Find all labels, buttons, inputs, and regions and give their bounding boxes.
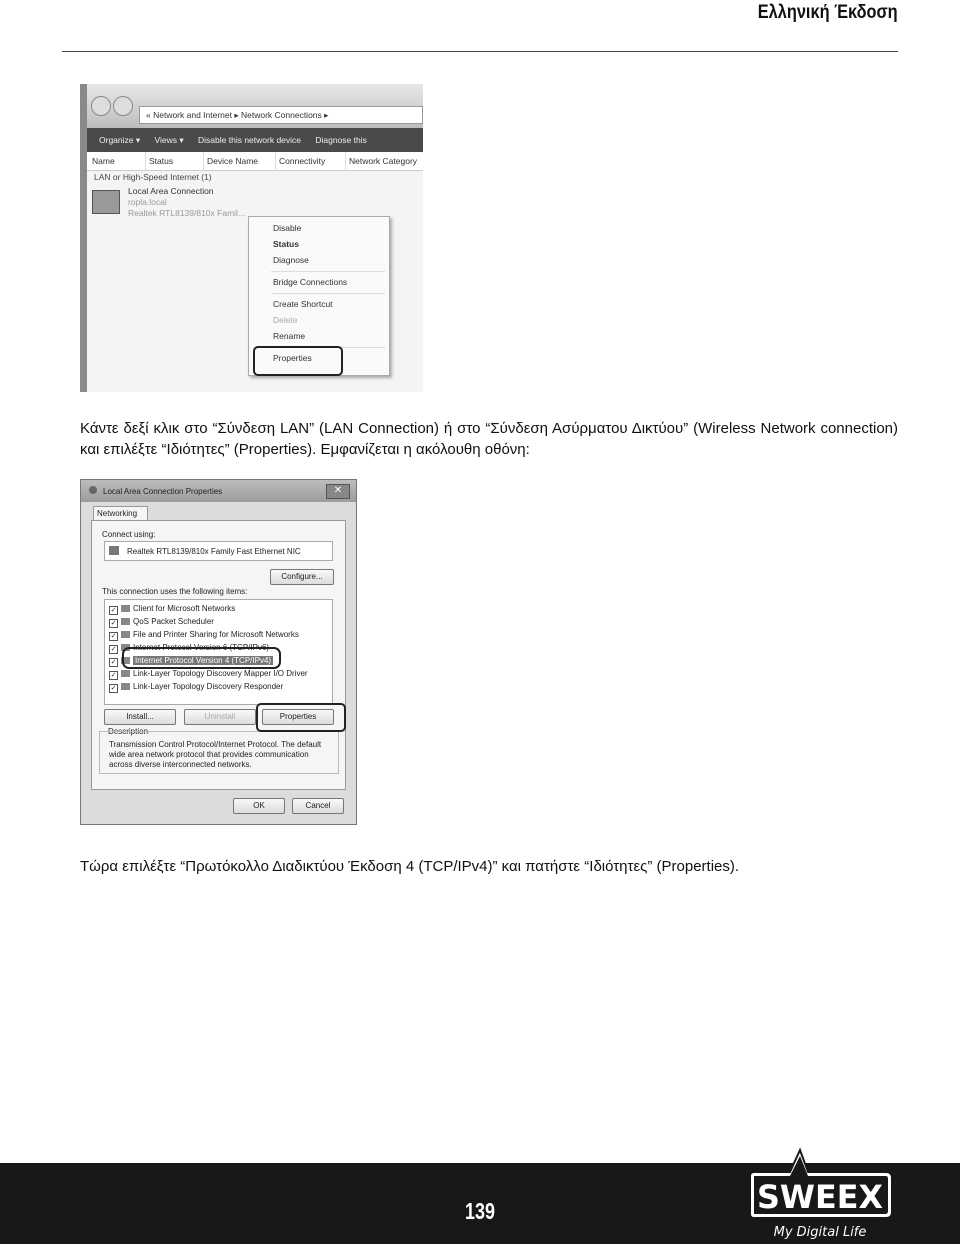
- sharing-icon: [121, 631, 130, 638]
- column-status[interactable]: Status: [145, 152, 173, 170]
- dialog-title: Local Area Connection Properties: [103, 487, 223, 496]
- column-headers: [87, 152, 423, 171]
- menu-properties[interactable]: Properties: [273, 353, 312, 363]
- checkbox[interactable]: ✓: [110, 646, 117, 653]
- address-bar[interactable]: « Network and Internet ▸ Network Connections ▸: [139, 106, 423, 124]
- instruction-paragraph-1: Κάντε δεξί κλικ στο “Σύνδεση LAN” (LAN Connection) ή στο “Σύνδεση Ασύρματου Δικτύου” (Wireless Network connection) και επιλέξτε “Ιδιότητες” (Properties). Εμφανίζεται η ακόλουθη οθόνη:: [80, 420, 898, 458]
- menu-create-shortcut[interactable]: Create Shortcut: [273, 299, 333, 309]
- explorer-toolbar: [87, 128, 423, 152]
- ok-button[interactable]: OK: [233, 798, 285, 814]
- cancel-button[interactable]: Cancel: [292, 798, 344, 814]
- properties-highlight: [256, 703, 346, 732]
- description-label: Description: [108, 727, 149, 736]
- nic-icon: [109, 546, 119, 555]
- menu-separator: [271, 271, 385, 272]
- connection-details: [128, 186, 245, 219]
- items-label: This connection uses the following items:: [102, 587, 248, 596]
- forward-icon[interactable]: [113, 96, 133, 116]
- tab-networking[interactable]: Networking: [93, 506, 148, 521]
- properties-button[interactable]: Properties: [262, 709, 334, 725]
- checkbox[interactable]: ✓: [110, 659, 117, 666]
- disable-device-button[interactable]: Disable this network device: [198, 135, 302, 145]
- menu-delete: Delete: [273, 315, 298, 325]
- uninstall-button: Uninstall: [184, 709, 256, 725]
- menu-separator: [271, 293, 385, 294]
- column-name[interactable]: Name: [92, 156, 115, 166]
- organize-button[interactable]: Organize ▾: [99, 135, 141, 145]
- header-divider: [62, 51, 898, 52]
- page-number: 139: [465, 1198, 495, 1224]
- connection-properties-screenshot: [80, 479, 357, 825]
- svg-text:My Digital Life: My Digital Life: [773, 1225, 867, 1240]
- list-item[interactable]: ✓ Client for Microsoft Networks: [110, 604, 236, 614]
- dialog-titlebar: [81, 480, 356, 502]
- install-button[interactable]: Install...: [104, 709, 176, 725]
- network-connections-screenshot: [80, 84, 423, 392]
- column-device-name[interactable]: Device Name: [203, 152, 258, 170]
- connection-name: Local Area Connection: [128, 186, 214, 196]
- list-item[interactable]: ✓ File and Printer Sharing for Microsoft Networks: [110, 630, 299, 640]
- network-adapter-icon: [92, 190, 120, 214]
- address-bar-area: [87, 84, 423, 128]
- connection-device: Realtek RTL8139/810x Famil...: [128, 208, 246, 218]
- group-label: LAN or High-Speed Internet (1): [94, 172, 212, 182]
- close-icon[interactable]: ✕: [326, 484, 350, 499]
- connect-using-label: Connect using:: [102, 530, 156, 539]
- list-item[interactable]: ✓ Internet Protocol Version 6 (TCP/IPv6): [110, 643, 270, 653]
- svg-text:SWEEX: SWEEX: [757, 1178, 884, 1216]
- menu-diagnose[interactable]: Diagnose: [273, 255, 309, 265]
- checkbox[interactable]: ✓: [110, 633, 117, 640]
- description-text: Transmission Control Protocol/Internet Protocol. The default wide area network protocol that provides communication across diverse interconnected networks.: [109, 740, 322, 769]
- instruction-paragraph-2: Τώρα επιλέξτε “Πρωτόκολλο Διαδικτύου Έκδοση 4 (TCP/IPv4)” και πατήστε “Ιδιότητες” (Properties).: [80, 858, 740, 875]
- adapter-name: Realtek RTL8139/810x Family Fast Ethernet NIC: [127, 547, 301, 556]
- menu-disable[interactable]: Disable: [273, 223, 302, 233]
- sweex-logo: [742, 1146, 898, 1244]
- client-icon: [121, 605, 130, 612]
- menu-status[interactable]: Status: [273, 239, 299, 249]
- checkbox[interactable]: ✓: [110, 685, 117, 692]
- diagnose-button[interactable]: Diagnose this: [315, 135, 367, 145]
- checkbox[interactable]: ✓: [110, 607, 117, 614]
- protocol-icon: [121, 683, 130, 690]
- protocol-icon: [121, 670, 130, 677]
- back-icon[interactable]: [91, 96, 111, 116]
- network-icon: [89, 486, 97, 494]
- list-item[interactable]: ✓ QoS Packet Scheduler: [110, 617, 214, 627]
- checkbox[interactable]: ✓: [110, 672, 117, 679]
- local-area-connection-item[interactable]: [92, 186, 252, 222]
- qos-icon: [121, 618, 130, 625]
- configure-button[interactable]: Configure...: [270, 569, 334, 585]
- column-connectivity[interactable]: Connectivity: [275, 152, 325, 170]
- adapter-field: [104, 541, 333, 561]
- list-item-selected[interactable]: ✓ Internet Protocol Version 4 (TCP/IPv4): [110, 656, 272, 666]
- ipv4-highlight: [122, 647, 281, 669]
- list-item[interactable]: ✓ Link-Layer Topology Discovery Mapper I/O Driver: [110, 669, 308, 679]
- menu-rename[interactable]: Rename: [273, 331, 306, 341]
- connection-network: ropla.local: [128, 197, 167, 207]
- header-title: Ελληνική Έκδοση: [758, 2, 898, 23]
- window-edge: [80, 84, 87, 392]
- menu-bridge-connections[interactable]: Bridge Connections: [273, 277, 348, 287]
- properties-highlight: [253, 346, 343, 376]
- views-button[interactable]: Views ▾: [154, 135, 184, 145]
- checkbox[interactable]: ✓: [110, 620, 117, 627]
- column-network-category[interactable]: Network Category: [345, 152, 417, 170]
- list-item[interactable]: ✓ Link-Layer Topology Discovery Responder: [110, 682, 284, 692]
